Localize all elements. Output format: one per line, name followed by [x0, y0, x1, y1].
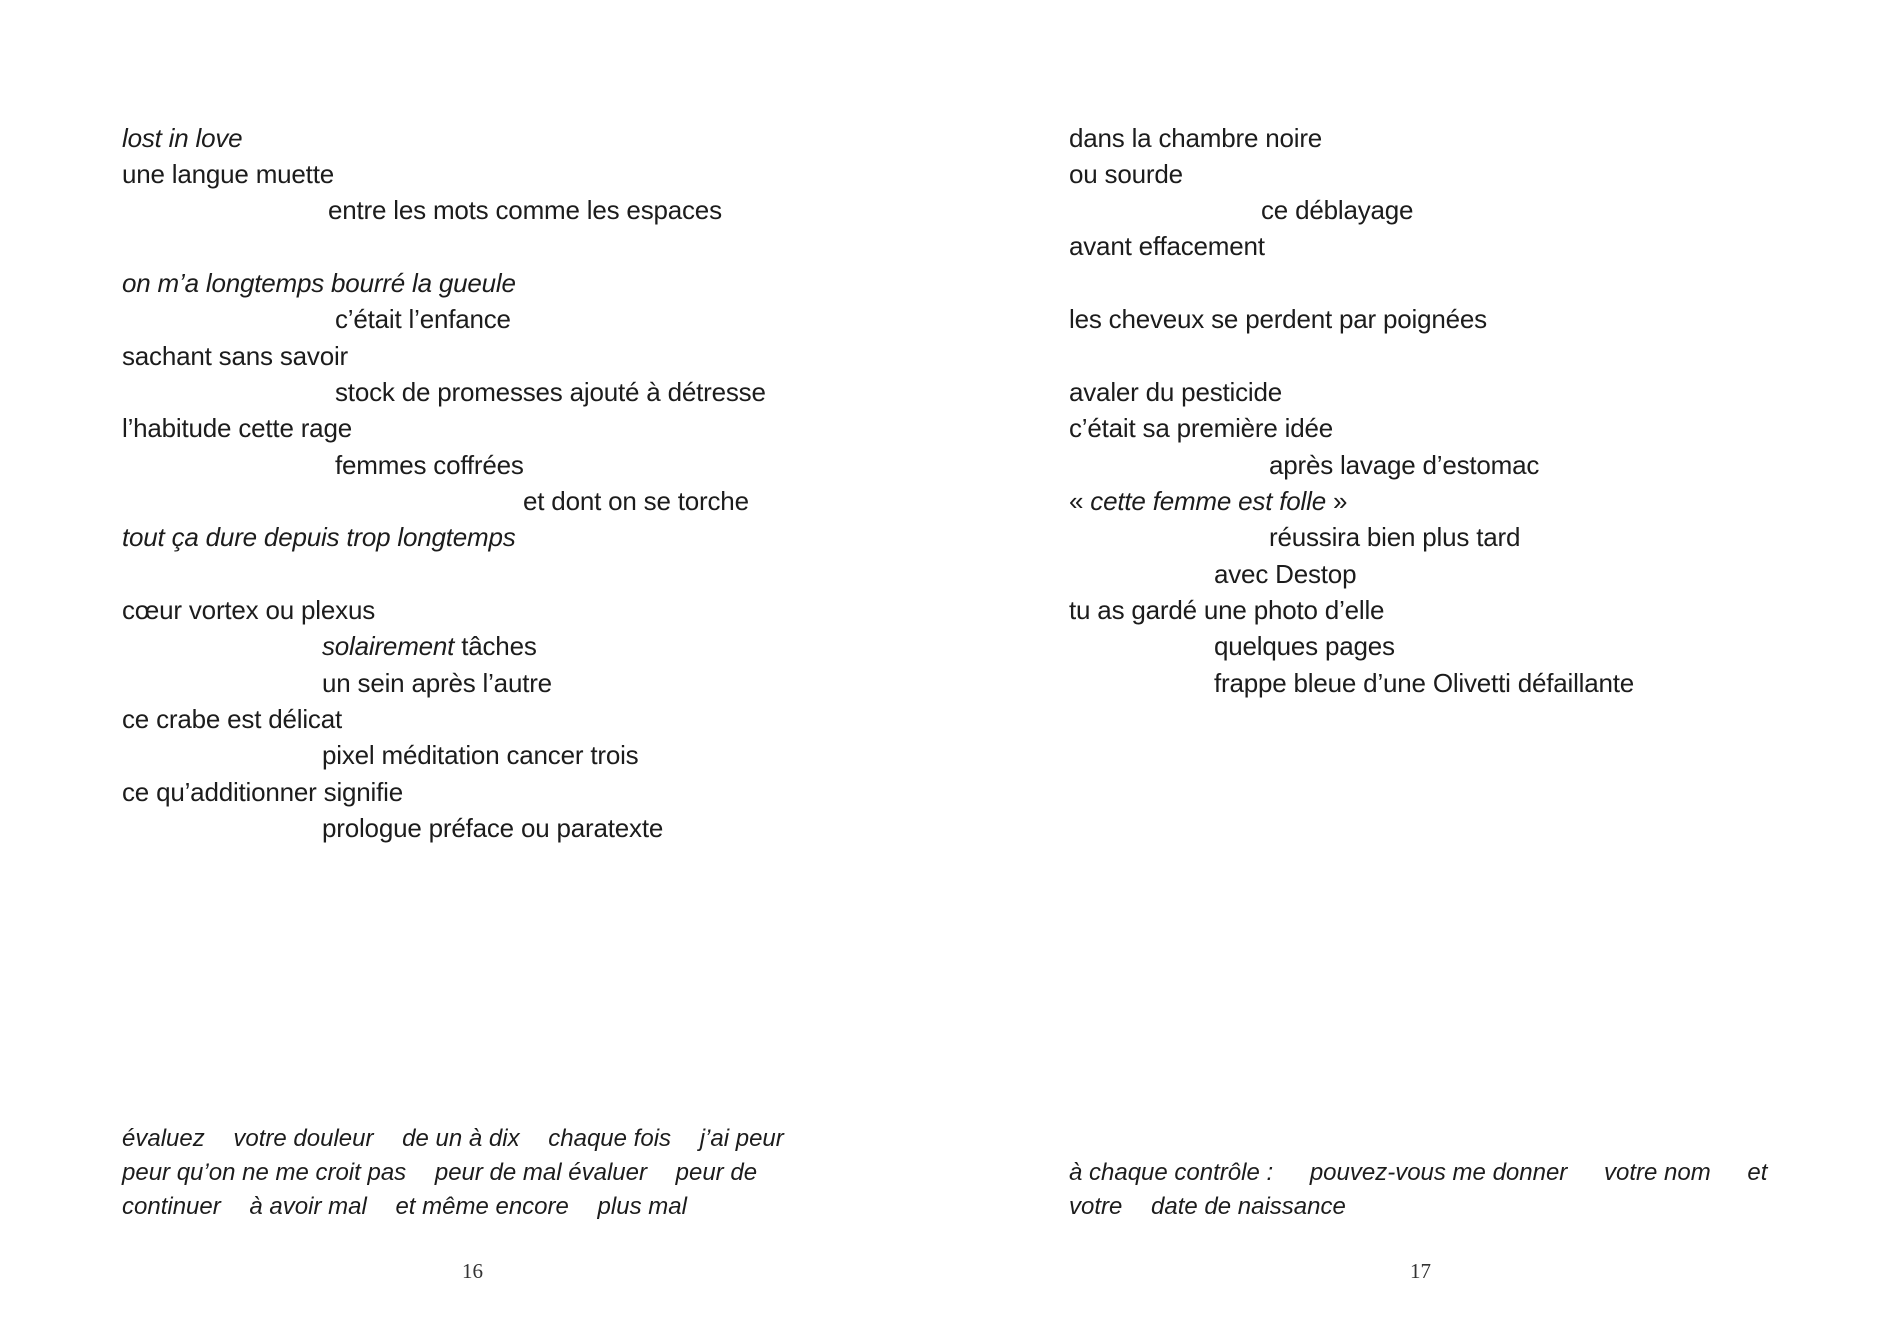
footnote-line	[122, 1122, 784, 1156]
poem-line: c’était sa première idée	[1069, 413, 1333, 443]
footnote-fragment: à avoir mal	[249, 1193, 367, 1220]
poem-line: sachant sans savoir	[122, 341, 348, 371]
poem-line-rest: tâches	[454, 631, 537, 661]
poem-line: avant effacement	[1069, 231, 1265, 261]
footnote-fragment: votre douleur	[233, 1125, 374, 1152]
poem-line: on m’a longtemps bourré la gueule	[122, 268, 516, 298]
poem-line: réussira bien plus tard	[1269, 522, 1521, 552]
poem-line: femmes coffrées	[335, 450, 524, 480]
right-page	[945, 0, 1890, 1339]
poem-line: avec Destop	[1214, 559, 1357, 589]
footnote-fragment: de un à dix	[402, 1125, 520, 1152]
footnote-fragment: votre nom	[1603, 1159, 1711, 1186]
poem-line: entre les mots comme les espaces	[328, 195, 722, 225]
footnote-fragment: date de naissance	[1151, 1193, 1346, 1220]
page-number: 17	[1410, 1259, 1431, 1283]
poem-line: stock de promesses ajouté à détresse	[335, 377, 766, 407]
poem-line: lost in love	[122, 123, 243, 153]
footnote-line	[122, 1156, 757, 1190]
poem-line	[322, 630, 537, 662]
footnote-line	[122, 1190, 687, 1224]
footnote-fragment: votre	[1069, 1193, 1123, 1220]
poem-line: avaler du pesticide	[1069, 377, 1282, 407]
footnote-fragment: peur de mal évaluer	[434, 1159, 647, 1186]
poem-line: l’habitude cette rage	[122, 413, 352, 443]
poem-line: dans la chambre noire	[1069, 123, 1323, 153]
poem-line: pixel méditation cancer trois	[322, 740, 639, 770]
footnote-fragment: pouvez-vous me donner	[1309, 1159, 1568, 1186]
poem-line: tout ça dure depuis trop longtemps	[122, 522, 516, 552]
poem-line: un sein après l’autre	[322, 668, 552, 698]
quote-close: »	[1325, 486, 1348, 516]
poem-line: ce qu’additionner signifie	[122, 777, 403, 807]
poem-line: après lavage d’estomac	[1269, 450, 1540, 480]
footnote-fragment: continuer	[122, 1193, 221, 1220]
poem-line: ce crabe est délicat	[122, 704, 343, 734]
poem-line: prologue préface ou paratexte	[322, 813, 664, 843]
poem-line	[1069, 485, 1347, 517]
quote-open: «	[1069, 486, 1091, 516]
footnote-fragment: chaque fois	[548, 1125, 672, 1152]
poem-line: une langue muette	[122, 159, 334, 189]
poem-line: frappe bleue d’une Olivetti défaillante	[1214, 668, 1635, 698]
footnote-line	[1069, 1190, 1346, 1224]
footnote-fragment: peur de	[675, 1159, 758, 1186]
footnote-line	[1069, 1156, 1767, 1190]
footnote-fragment: évaluez	[122, 1125, 205, 1152]
footnote-fragment: j’ai peur	[699, 1125, 784, 1152]
poem-line-italic: solairement	[322, 631, 455, 661]
poem-line: ce déblayage	[1261, 195, 1414, 225]
poem-line: tu as gardé une photo d’elle	[1069, 595, 1385, 625]
poem-line: cœur vortex ou plexus	[122, 595, 376, 625]
footnote-fragment: à chaque contrôle :	[1069, 1159, 1274, 1186]
poem-line: quelques pages	[1214, 631, 1395, 661]
poem-line: et dont on se torche	[523, 486, 749, 516]
footnote-fragment: peur qu’on ne me croit pas	[122, 1159, 407, 1186]
poem-line: c’était l’enfance	[335, 304, 511, 334]
page-number: 16	[462, 1259, 483, 1283]
poem-line: les cheveux se perdent par poignées	[1069, 304, 1487, 334]
poem-line: ou sourde	[1069, 159, 1183, 189]
poem-line-italic: cette femme est folle	[1090, 486, 1326, 516]
footnote-fragment: et	[1747, 1159, 1768, 1186]
footnote-fragment: plus mal	[597, 1193, 687, 1220]
footnote-fragment: et même encore	[395, 1193, 569, 1220]
